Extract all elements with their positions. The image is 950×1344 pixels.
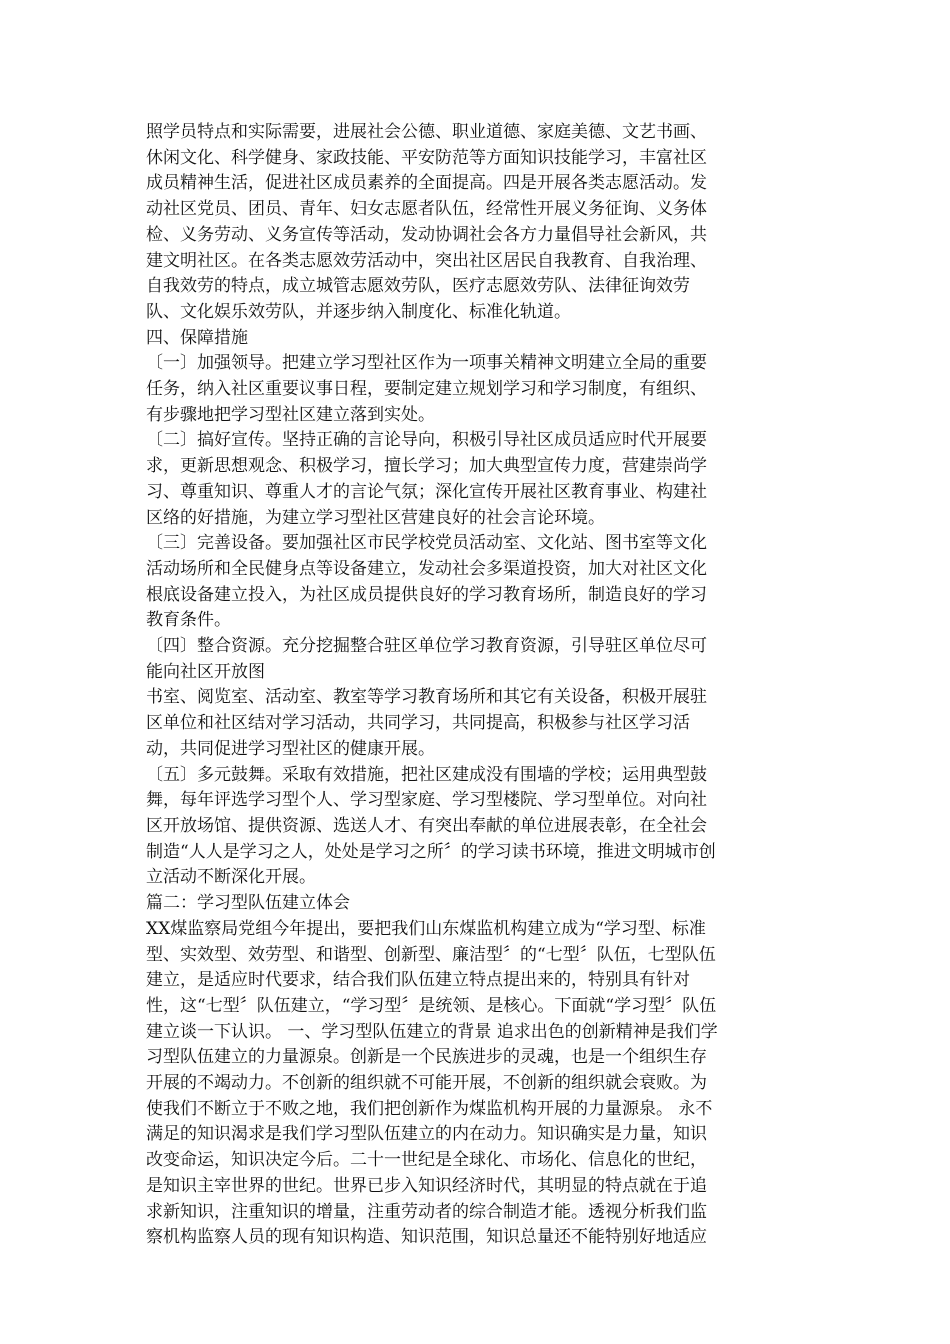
text-line: 求，更新思想观念、积极学习，擅长学习；加大典型宣传力度，营建崇尚学 — [146, 456, 707, 477]
text-line: 求新知识，注重知识的增量，注重劳动者的综合制造才能。透视分析我们监 — [146, 1201, 707, 1222]
text-line: 满足的知识渴求是我们学习型队伍建立的内在动力。知识确实是力量，知识 — [146, 1124, 707, 1145]
text-line: 习、尊重知识、尊重人才的言论气氛；深化宣传开展社区教育事业、构建社 — [146, 481, 707, 502]
text-line: 〔二〕搞好宣传。坚持正确的言论导向，积极引导社区成员适应时代开展要 — [146, 430, 707, 451]
text-line: 察机构监察人员的现有知识构造、知识范围，知识总量还不能特别好地适应 — [146, 1227, 707, 1248]
text-line: 〔三〕完善设备。要加强社区市民学校党员活动室、文化站、图书室等文化 — [146, 533, 707, 554]
text-line: 制造“人人是学习之人，处处是学习之所〞的学习读书环境，推进文明城市创 — [146, 841, 716, 862]
text-line: 教育条件。 — [146, 610, 231, 631]
text-line: 活动场所和全民健身点等设备建立，发动社会多渠道投资，加大对社区文化 — [146, 558, 707, 579]
text-line: 建立，是适应时代要求，结合我们队伍建立特点提出来的，特别具有针对 — [146, 970, 690, 991]
text-line: 自我效劳的特点，成立城管志愿效劳队，医疗志愿效劳队、法律征询效劳 — [146, 276, 690, 297]
text-line: 性，这“七型〞队伍建立，“学习型〞是统领、是核心。下面就“学习型〞队伍 — [146, 995, 717, 1016]
text-line: 休闲文化、科学健身、家政技能、平安防范等方面知识技能学习，丰富社区 — [146, 147, 707, 168]
text-line: 区开放场馆、提供资源、选送人才、有突出奉献的单位进展表彰，在全社会 — [146, 815, 707, 836]
text-line: 舞，每年评选学习型个人、学习型家庭、学习型楼院、学习型单位。对向社 — [146, 790, 707, 811]
text-line: 〔一〕加强领导。把建立学习型社区作为一项事关精神文明建立全局的重要 — [146, 353, 707, 374]
text-line: 动社区党员、团员、青年、妇女志愿者队伍，经常性开展义务征询、义务体 — [146, 199, 707, 220]
text-line: 是知识主宰世界的世纪。世界已步入知识经济时代，其明显的特点就在于追 — [146, 1175, 707, 1196]
text-line: 照学员特点和实际需要，进展社会公德、职业道德、家庭美德、文艺书画、 — [146, 122, 707, 142]
text-line: 四、保障措施 — [146, 327, 248, 348]
text-line: 习型队伍建立的力量源泉。创新是一个民族进步的灵魂，也是一个组织生存 — [146, 1047, 707, 1068]
text-line: 动，共同促进学习型社区的健康开展。 — [146, 738, 435, 759]
text-line: 根底设备建立投入，为社区成员提供良好的学习教育场所，制造良好的学习 — [146, 584, 707, 605]
document-body — [146, 120, 806, 1251]
text-line: 能向社区开放图 — [146, 661, 265, 682]
text-line: 建立谈一下认识。 一、学习型队伍建立的背景 追求出色的创新精神是我们学 — [146, 1021, 718, 1042]
text-line: 〔五〕多元鼓舞。采取有效措施，把社区建成没有围墙的学校；运用典型鼓 — [146, 764, 707, 785]
text-line: 任务，纳入社区重要议事日程，要制定建立规划学习和学习制度，有组织、 — [146, 379, 707, 400]
text-line: 区单位和社区结对学习活动，共同学习，共同提高，积极参与社区学习活 — [146, 713, 690, 734]
text-line: 成员精神生活，促进社区成员素养的全面提高。四是开展各类志愿活动。发 — [146, 173, 707, 194]
text-line: 〔四〕整合资源。充分挖掘整合驻区单位学习教育资源，引导驻区单位尽可 — [146, 636, 707, 657]
text-line: 建文明社区。在各类志愿效劳活动中，突出社区居民自我教育、自我治理、 — [146, 250, 707, 271]
text-line: 队、文化娱乐效劳队，并逐步纳入制度化、标准化轨道。 — [146, 301, 571, 322]
text-line: 篇二：学习型队伍建立体会 — [146, 893, 350, 914]
text-line: XX煤监察局党组今年提出，要把我们山东煤监机构建立成为“学习型、标准 — [146, 918, 706, 939]
text-line: 型、实效型、效劳型、和谐型、创新型、廉洁型〞的“七型〞队伍，七型队伍 — [146, 944, 716, 965]
text-line: 区络的好措施，为建立学习型社区营建良好的社会言论环境。 — [146, 507, 605, 528]
text-line: 改变命运，知识决定今后。二十一世纪是全球化、市场化、信息化的世纪， — [146, 1150, 707, 1171]
text-line: 开展的不竭动力。不创新的组织就不可能开展，不创新的组织就会衰败。为 — [146, 1073, 707, 1094]
text-line: 检、义务劳动、义务宣传等活动，发动协调社会各方力量倡导社会新风，共 — [146, 224, 707, 245]
text-line: 有步骤地把学习型社区建立落到实处。 — [146, 404, 435, 425]
text-line: 使我们不断立于不败之地，我们把创新作为煤监机构开展的力量源泉。 永不 — [146, 1098, 713, 1119]
text-line: 立活动不断深化开展。 — [146, 867, 316, 888]
text-line: 书室、阅览室、活动室、教室等学习教育场所和其它有关设备，积极开展驻 — [146, 687, 707, 708]
